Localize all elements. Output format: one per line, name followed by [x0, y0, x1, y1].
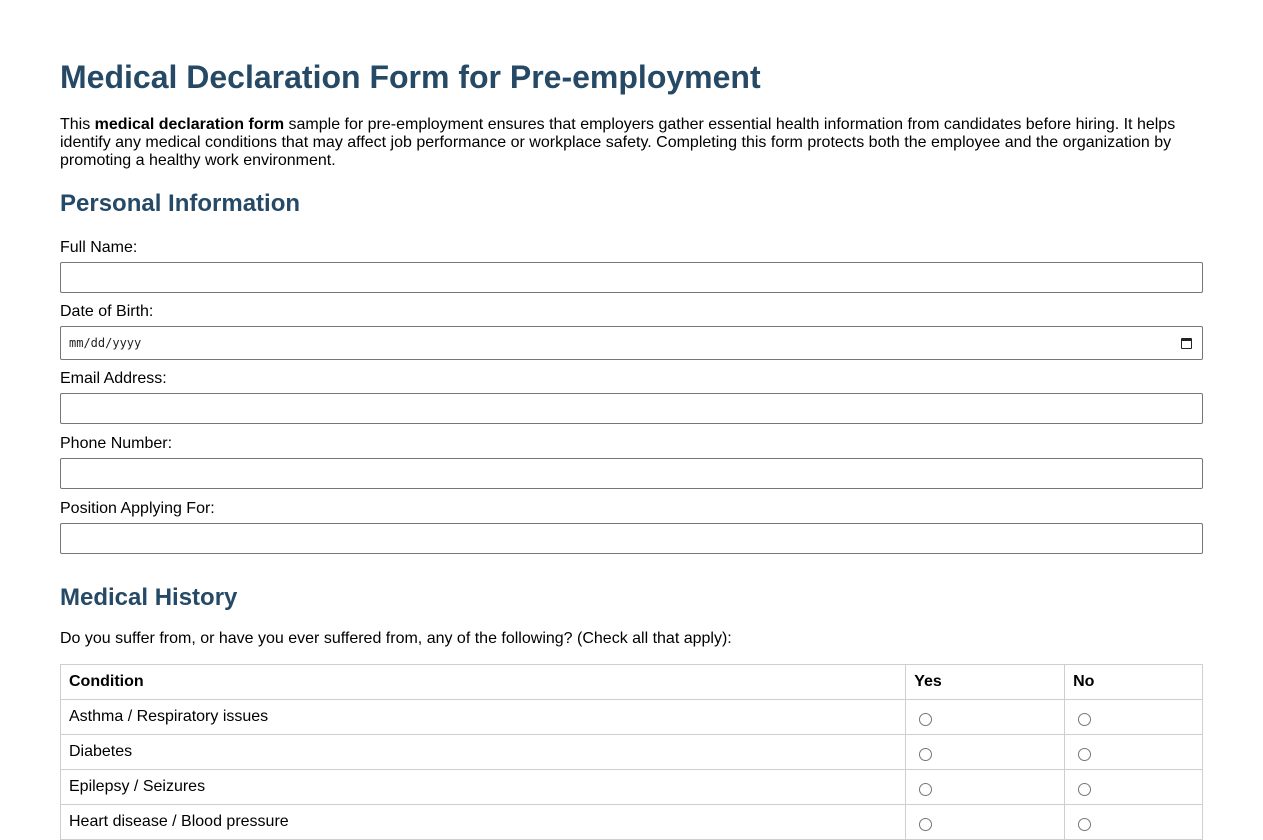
table-row [61, 770, 1203, 805]
date-of-birth-input[interactable] [60, 326, 1203, 360]
no-cell [1065, 805, 1203, 840]
table-header-row [61, 665, 1203, 700]
phone-number-label: Phone Number: [60, 435, 173, 452]
phone-number-input[interactable] [60, 458, 1203, 489]
email-address-label: Email Address: [60, 370, 167, 387]
heart-disease-no-radio[interactable] [1078, 818, 1091, 831]
condition-cell: Asthma / Respiratory issues [61, 700, 906, 735]
yes-cell [906, 805, 1065, 840]
heart-disease-yes-radio[interactable] [919, 818, 932, 831]
no-cell [1065, 770, 1203, 805]
date-placeholder: mm/dd/yyyy [69, 336, 142, 350]
table-row [61, 700, 1203, 735]
email-address-input[interactable] [60, 393, 1203, 424]
yes-cell [906, 735, 1065, 770]
condition-cell: Epilepsy / Seizures [61, 770, 906, 805]
no-cell [1065, 700, 1203, 735]
epilepsy-no-radio[interactable] [1078, 783, 1091, 796]
conditions-table [60, 664, 1203, 840]
medical-history-heading: Medical History [60, 584, 238, 611]
table-row [61, 735, 1203, 770]
position-applying-for-label: Position Applying For: [60, 500, 215, 517]
condition-cell: Diabetes [61, 735, 906, 770]
intro-prefix: This [60, 116, 95, 133]
intro-suffix: sample for pre-employment ensures that employers gather essential health information from candidates before hiring. It helps identify any medical conditions that may affect job performance or workplace safety. Completing this form protects both the employee and the organization by promoting a healthy work environment. [60, 116, 1176, 169]
intro-paragraph [60, 116, 1203, 170]
personal-info-section [60, 239, 1203, 554]
position-applying-for-input[interactable] [60, 523, 1203, 554]
date-of-birth-label: Date of Birth: [60, 303, 154, 320]
asthma-yes-radio[interactable] [919, 713, 932, 726]
medical-history-question: Do you suffer from, or have you ever suffered from, any of the following? (Check all that apply): [60, 630, 732, 647]
epilepsy-yes-radio[interactable] [919, 783, 932, 796]
medical-declaration-form [60, 0, 1203, 840]
no-cell [1065, 735, 1203, 770]
header-condition: Condition [61, 665, 906, 700]
diabetes-no-radio[interactable] [1078, 748, 1091, 761]
asthma-no-radio[interactable] [1078, 713, 1091, 726]
personal-info-heading: Personal Information [60, 190, 301, 217]
calendar-icon[interactable] [1181, 338, 1192, 349]
yes-cell [906, 700, 1065, 735]
header-no: No [1065, 665, 1203, 700]
intro-bold-term: medical declaration form [94, 116, 285, 133]
full-name-input[interactable] [60, 262, 1203, 293]
header-yes: Yes [906, 665, 1065, 700]
yes-cell [906, 770, 1065, 805]
page-title: Medical Declaration Form for Pre-employment [60, 59, 761, 95]
diabetes-yes-radio[interactable] [919, 748, 932, 761]
full-name-label: Full Name: [60, 239, 138, 256]
condition-cell: Heart disease / Blood pressure [61, 805, 906, 840]
table-row [61, 805, 1203, 840]
